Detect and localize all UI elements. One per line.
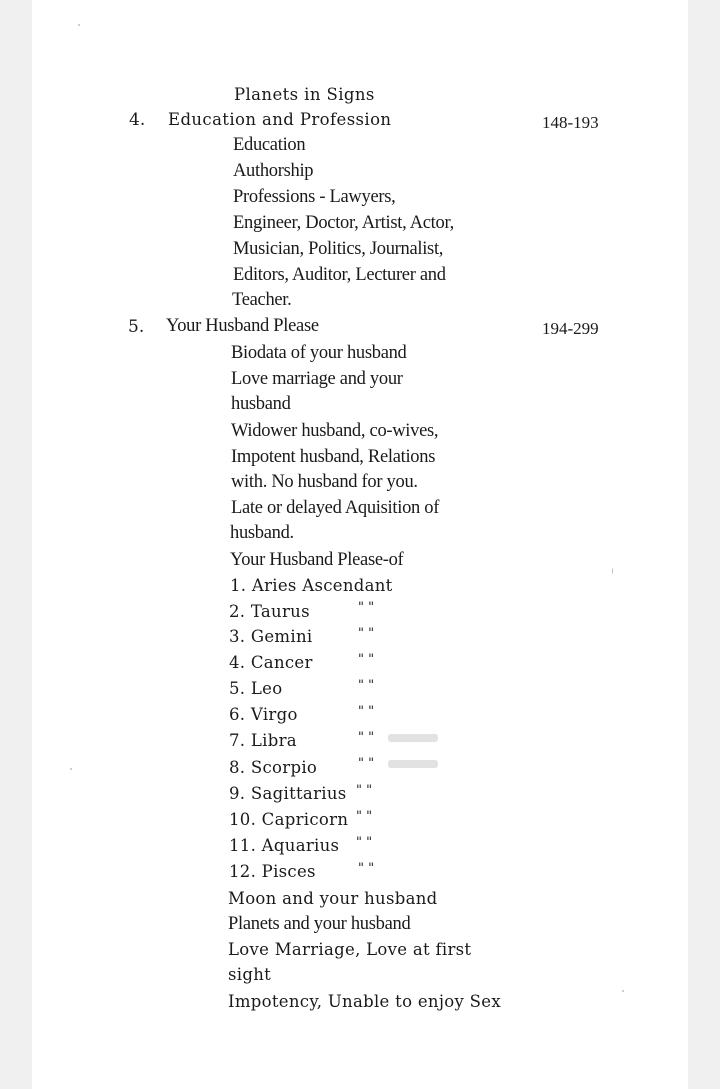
toc-subitem: Authorship: [233, 161, 314, 181]
scan-speck: [622, 990, 624, 992]
document-page: [32, 0, 688, 1089]
toc-subitem: Education: [233, 135, 306, 155]
sign-item-cancer: 4. Cancer: [229, 653, 313, 672]
scan-speck: [78, 24, 80, 26]
ditto-mark: " ": [356, 809, 373, 824]
sign-item-virgo: 6. Virgo: [229, 705, 298, 724]
scan-smudge: [388, 760, 438, 768]
ditto-mark: " ": [358, 861, 375, 876]
chapter-5-title: Your Husband Please: [166, 316, 319, 336]
chapter-4-number: 4.: [129, 110, 146, 130]
ditto-mark: " ": [356, 835, 373, 850]
toc-subitem: Widower husband, co-wives,: [231, 421, 439, 441]
ditto-mark: " ": [358, 678, 375, 693]
chapter-5-number: 5.: [128, 317, 145, 337]
sign-item-aries: 1. Aries Ascendant: [230, 576, 393, 595]
toc-subitem: husband: [231, 394, 291, 414]
toc-subitem: Musician, Politics, Journalist,: [233, 239, 444, 259]
ditto-mark: " ": [358, 652, 375, 667]
sign-item-gemini: 3. Gemini: [229, 627, 313, 646]
chapter-4-title: Education and Profession: [168, 110, 392, 129]
toc-subitem: Your Husband Please-of: [230, 550, 404, 570]
ditto-mark: " ": [358, 730, 375, 745]
sign-item-aquarius: 11. Aquarius: [229, 836, 340, 855]
ditto-mark: " ": [358, 600, 375, 615]
toc-subitem: Biodata of your husband: [231, 343, 407, 363]
sign-item-pisces: 12. Pisces: [229, 862, 316, 881]
toc-subitem: Love Marriage, Love at first: [228, 940, 472, 959]
toc-subitem: Late or delayed Aquisition of: [231, 498, 440, 518]
toc-subitem: sight: [228, 965, 272, 984]
toc-subitem: Planets and your husband: [228, 914, 411, 934]
sign-item-sagittarius: 9. Sagittarius: [229, 784, 347, 803]
sign-item-scorpio: 8. Scorpio: [229, 758, 318, 777]
toc-subitem: husband.: [230, 523, 294, 543]
toc-subitem: Editors, Auditor, Lecturer and: [233, 265, 446, 285]
toc-subitem: Impotency, Unable to enjoy Sex: [228, 992, 501, 1011]
scan-smudge: [388, 734, 438, 742]
sign-item-taurus: 2. Taurus: [229, 602, 310, 621]
toc-subitem: Moon and your husband: [228, 889, 438, 908]
ditto-mark: " ": [356, 783, 373, 798]
sign-item-leo: 5. Leo: [229, 679, 283, 698]
scan-speck: [612, 568, 613, 574]
toc-subitem: Engineer, Doctor, Artist, Actor,: [233, 213, 454, 233]
toc-subitem: Impotent husband, Relations: [231, 447, 436, 467]
chapter-4-pages: 148-193: [542, 113, 599, 132]
chapter-5-pages: 194-299: [542, 319, 599, 338]
ditto-mark: " ": [358, 626, 375, 641]
ditto-mark: " ": [358, 704, 375, 719]
toc-subitem: Professions - Lawyers,: [233, 187, 396, 207]
toc-subitem-planets-in-signs: Planets in Signs: [234, 85, 375, 104]
toc-subitem: Love marriage and your: [231, 369, 403, 389]
toc-subitem: Teacher.: [232, 290, 292, 310]
sign-item-capricorn: 10. Capricorn: [229, 810, 349, 829]
toc-subitem: with. No husband for you.: [231, 472, 418, 492]
scan-speck: [70, 768, 72, 770]
sign-item-libra: 7. Libra: [229, 731, 297, 750]
ditto-mark: " ": [358, 756, 375, 771]
